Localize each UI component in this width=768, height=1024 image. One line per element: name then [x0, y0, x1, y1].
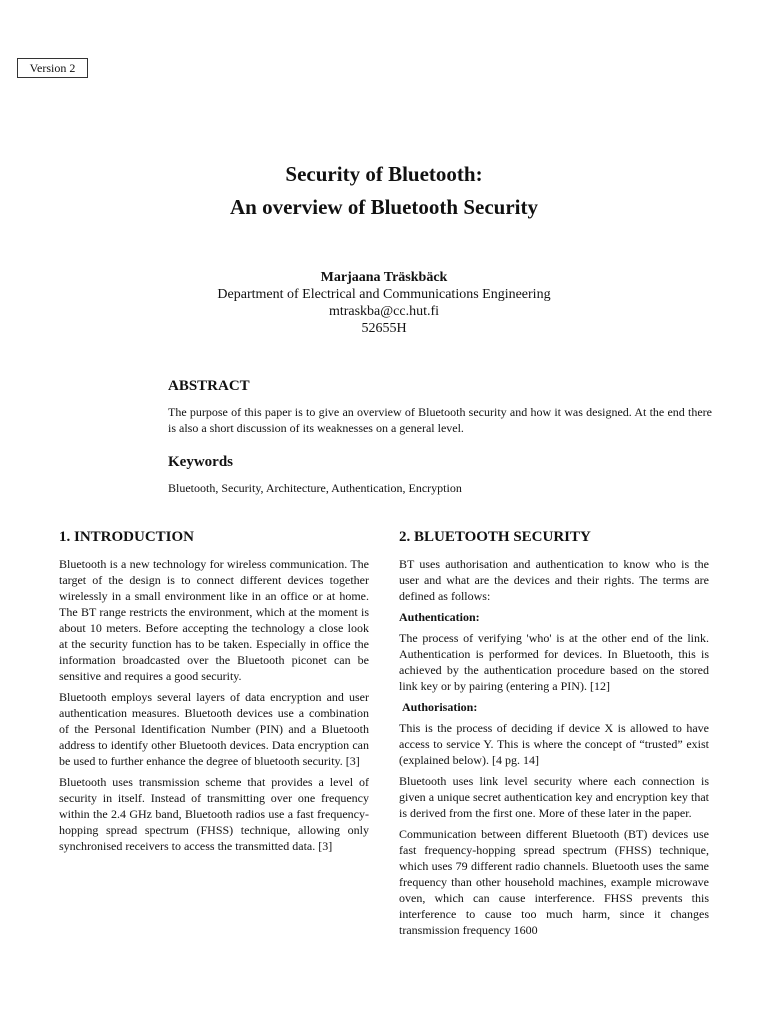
- abstract-text: The purpose of this paper is to give an overview of Bluetooth security and how it was designed. At the end there is also a short discussion of its weaknesses on a general level.: [168, 405, 712, 435]
- author-name: Marjaana Träskbäck: [320, 270, 448, 285]
- paper-title-line-1: Security of Bluetooth:: [285, 162, 483, 186]
- author-id: 52655H: [361, 321, 407, 336]
- authentication-text: The process of verifying 'who' is at the other end of the link. Authentication is performed for devices. In Bluetooth, this is achieved by the authentication procedure based on the stored link key or by pairing (entering a PIN). [12]: [399, 631, 709, 693]
- authentication-heading: Authentication:: [399, 610, 480, 624]
- keywords-text: Bluetooth, Security, Architecture, Authentication, Encryption: [168, 481, 462, 495]
- abstract-heading: ABSTRACT: [168, 378, 250, 394]
- introduction-column: [59, 528, 369, 859]
- keywords-heading: Keywords: [168, 454, 233, 470]
- keywords-section: [168, 454, 712, 496]
- authorisation-text: This is the process of deciding if device X is allowed to have access to service Y. This is where the concept of “trusted” exist (explained below). [4 pg. 14]: [399, 721, 709, 767]
- author-department: Department of Electrical and Communications Engineering: [217, 287, 551, 302]
- introduction-heading: 1. INTRODUCTION: [59, 529, 195, 545]
- author-block: [0, 269, 768, 337]
- bluetooth-security-column: [399, 528, 709, 943]
- paper-title-line-2: An overview of Bluetooth Security: [230, 195, 538, 219]
- authorisation-heading: Authorisation:: [402, 700, 478, 714]
- author-email: mtraskba@cc.hut.fi: [328, 304, 440, 319]
- introduction-paragraph: Bluetooth is a new technology for wireless communication. The target of the design is to connect different devices together wirelessly in a small environment like in an office or at home. The BT range restricts the environment, which at the moment is about 10 meters. Before accepting the technology a close look at the security function has to be taken. Especially in office the information broadcasted over the Bluetooth piconet can be sensitive and requires a good security.: [59, 557, 369, 683]
- introduction-paragraph: Bluetooth employs several layers of data encryption and user authentication measures. Bluetooth devices use a combination of the Personal Identification Number (PIN) and a Bluetooth address to identify other Bluetooth devices. Data encryption can be used to further enhance the degree of bluetooth security. [3]: [59, 690, 369, 768]
- communication-text: Communication between different Bluetooth (BT) devices use fast frequency-hopping spread spectrum (FHSS) technique, which uses 79 different radio channels. Bluetooth uses the same frequency than other household machines, example microwave oven, which can cause interference. FHSS prevents this interference to cause too much harm, since it changes transmission frequency 1600: [399, 827, 709, 937]
- bluetooth-security-heading: 2. BLUETOOTH SECURITY: [399, 529, 591, 545]
- introduction-paragraph: Bluetooth uses transmission scheme that provides a level of security in itself. Instead of transmitting over one frequency within the 2.4 GHz band, Bluetooth radios use a fast frequency-hopping spread spectrum (FHSS) technique, allowing only synchronised receivers to access the transmitted data. [3]: [59, 775, 369, 853]
- abstract-section: [168, 378, 712, 436]
- link-level-text: Bluetooth uses link level security where each connection is given a unique secret authentication key and encryption key that is derived from the first one. More of these later in the paper.: [399, 774, 709, 820]
- bluetooth-security-intro: BT uses authorisation and authentication to know who is the user and what are the devices and their rights. The terms are defined as follows:: [399, 557, 709, 603]
- version-label: Version 2: [17, 58, 88, 78]
